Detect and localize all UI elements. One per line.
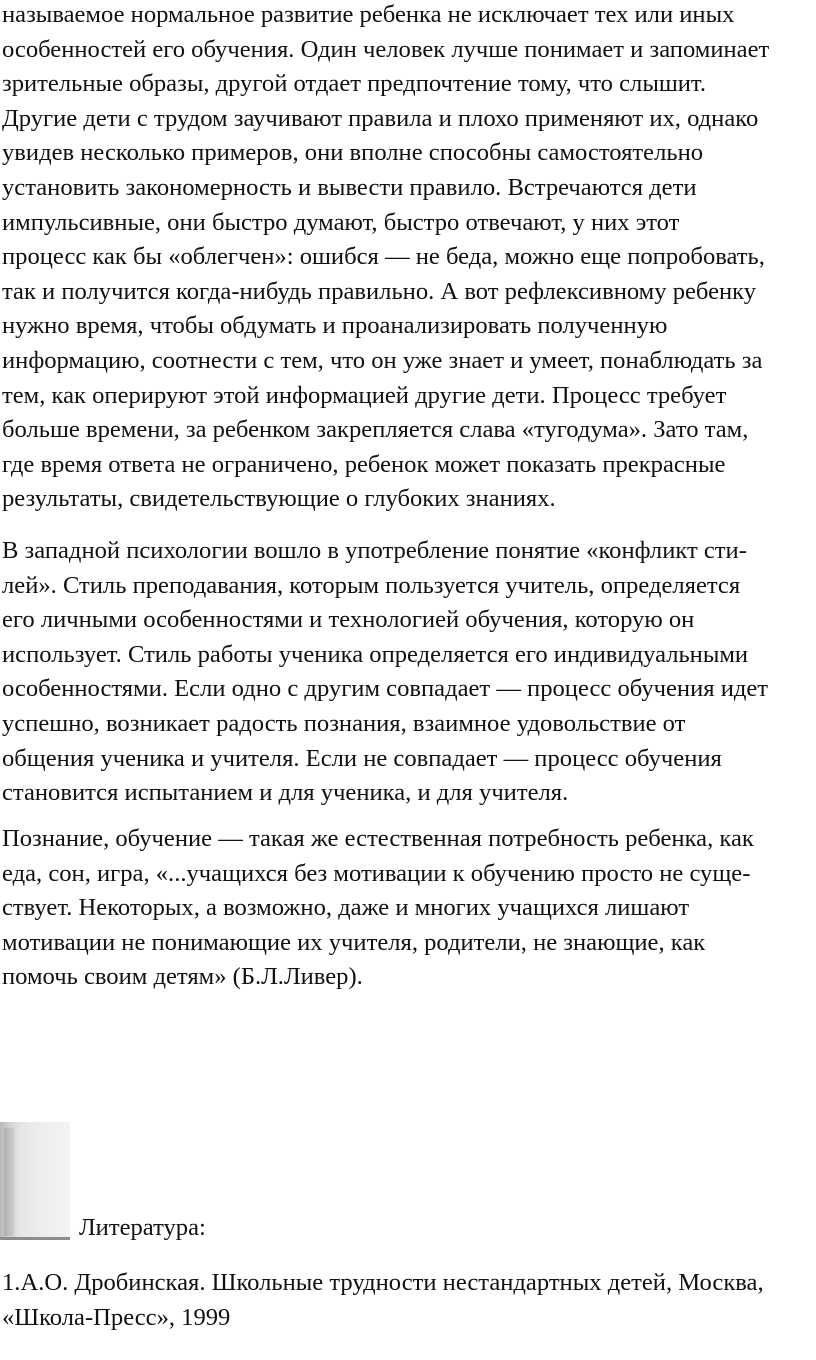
body-paragraph-1: называемое нормальное развитие ребенка не исключает тех или иных особенностей его обучения. Один человек лучше понимает и запоминает зрительные образы, другой отдает предпочтение тому, что слышит. Другие дети с трудом заучивают правила и плохо применяют их, однако увидев несколько примеров, они вполне способны самостоятельно установить закономерность и вывести правило. Встречаются дети импульсивные, они быстро думают, быстро отвечают, у них этот процесс как бы «облегчен»: ошибся — не беда, можно еще попробовать, так и получится когда-нибудь правильно. А вот рефлексивному ребенку нужно время, чтобы обдумать и проанализировать полученную информацию, соотнести с тем, что он уже знает и умеет, понаблюдать за тем, как оперируют этой информацией другие дети. Процесс требует больше времени, за ребенком закрепляется слава «тугодума». Зато там, где время ответа не ограничено, ребенок может показать прекрасные результаты, свидетельствующие о глубоких знаниях. — [2, 1, 770, 513]
literature-item-1: 1.А.О. Дробинская. Школьные трудности нестандартных детей, Москва, «Школа-Пресс», 1999 — [2, 1269, 764, 1331]
body-paragraph-3: Познание, обучение — такая же естественная потребность ребенка, как еда, сон, игра, «...учащихся без мотивации к обучению просто не суще- ствует. Некоторых, а возможно, даже и многих учащихся лишают мотивации не понимающие их учителя, родители, не знающие, как помочь своим детям» (Б.Л.Ливер). — [2, 825, 754, 991]
body-paragraph-2: В западной психологии вошло в употребление понятие «конфликт сти- лей». Стиль преподавания, которым пользуется учитель, определяется его личными особенностями и технологией обучения, которую он использует. Стиль работы ученика определяется его индивидуальными особенностями. Если одно с другим совпадает — процесс обучения идет успешно, возникает радость познания, взаимное удовольствие от общения ученика и учителя. Если не совпадает — процесс обучения становится испытанием и для ученика, и для учителя. — [2, 537, 769, 807]
literature-heading: Литература: — [79, 1214, 206, 1241]
image-fragment — [0, 1122, 70, 1240]
